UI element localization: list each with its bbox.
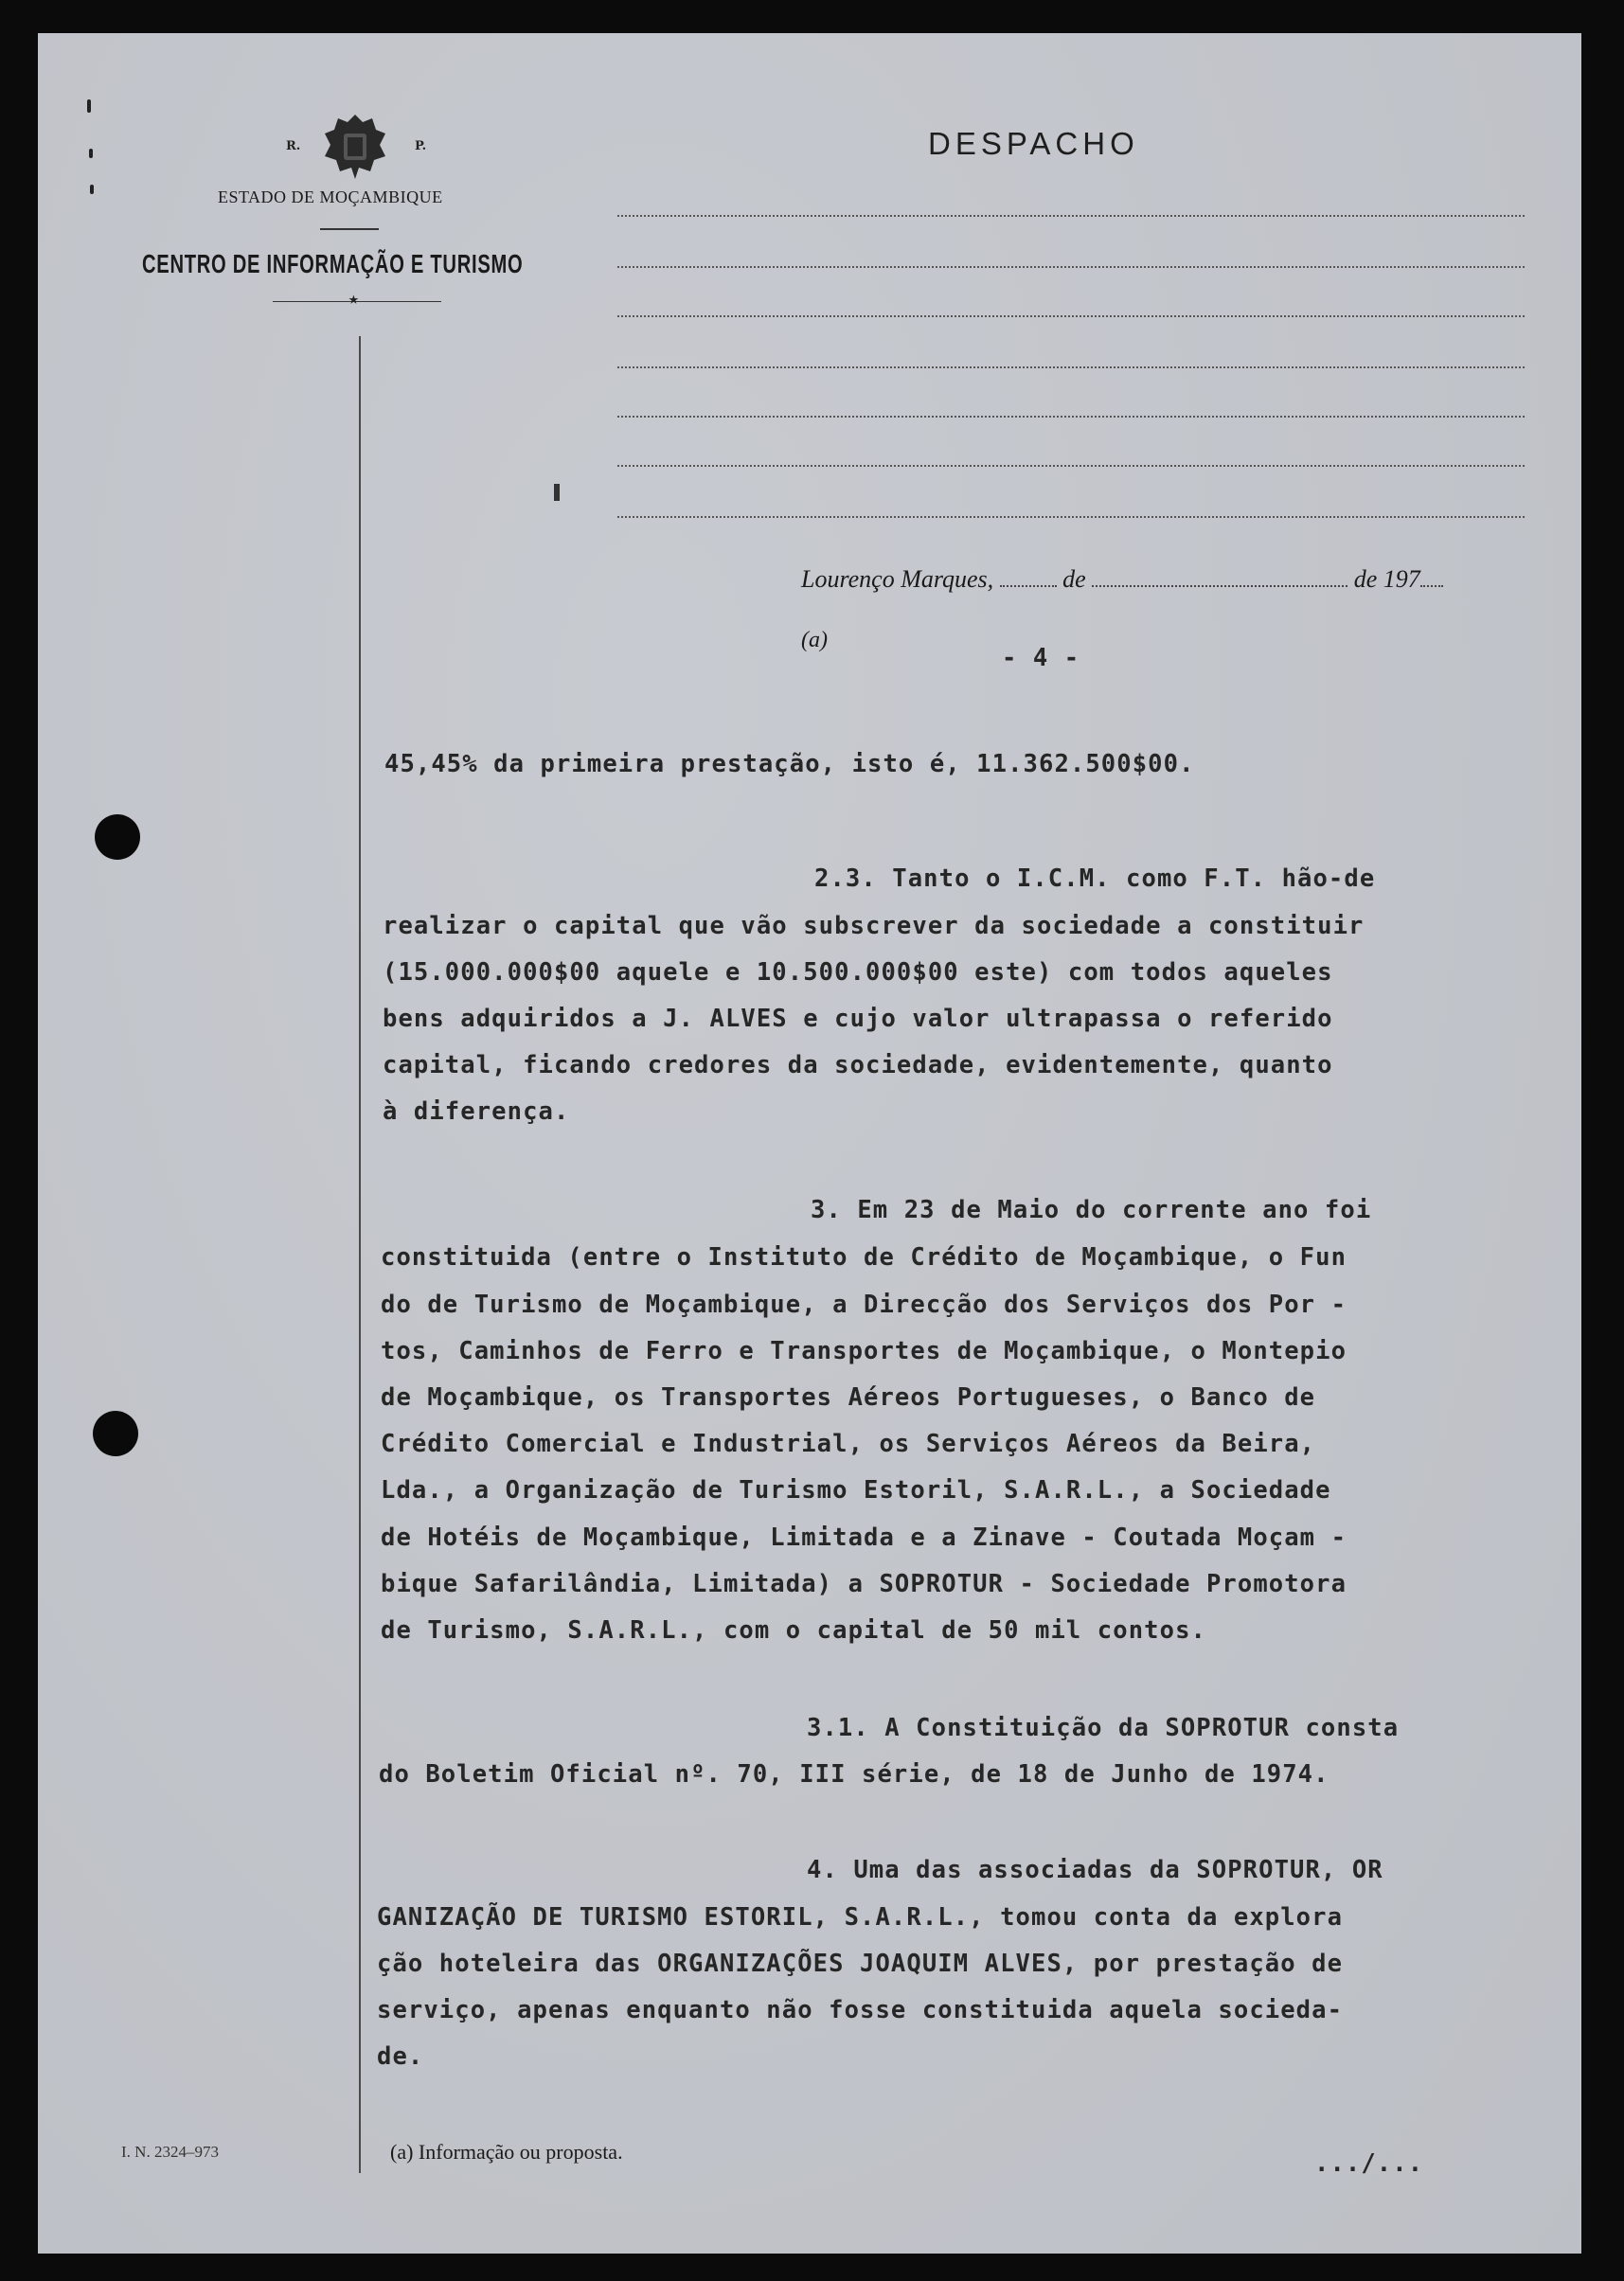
- document-page: [38, 33, 1581, 2254]
- text-line: de.: [377, 2042, 424, 2071]
- de-label: de: [1062, 565, 1086, 593]
- text-line: capital, ficando credores da sociedade, evidentemente, quanto: [383, 1051, 1333, 1079]
- footnote: (a) Informação ou proposta.: [390, 2140, 623, 2164]
- page-number: - 4 -: [1002, 644, 1080, 672]
- note-marker: (a): [801, 628, 828, 652]
- text-line: tos, Caminhos de Ferro e Transportes de Moçambique, o Montepio: [381, 1337, 1347, 1365]
- despacho-title: DESPACHO: [928, 126, 1139, 161]
- text-line: do de Turismo de Moçambique, a Direcção dos Serviços dos Por -: [381, 1291, 1347, 1319]
- continuation-mark: .../...: [1314, 2149, 1424, 2178]
- text-line: de Moçambique, os Transportes Aéreos Portugueses, o Banco de: [381, 1383, 1316, 1412]
- text-line: 3. Em 23 de Maio do corrente ano foi: [811, 1196, 1372, 1224]
- text-line: realizar o capital que vão subscrever da sociedade a constituir: [383, 912, 1365, 940]
- text-line: à diferença.: [383, 1097, 570, 1126]
- form-code: I. N. 2324–973: [121, 2143, 219, 2161]
- text-line: 4. Uma das associadas da SOPROTUR, OR: [807, 1856, 1383, 1884]
- crest-letter-right: P.: [415, 139, 427, 153]
- despacho-line: [617, 215, 1525, 217]
- text-line: Lda., a Organização de Turismo Estoril, S.A.R.L., a Sociedade: [381, 1476, 1331, 1505]
- margin-mark: [87, 99, 91, 113]
- text-line: ção hoteleira das ORGANIZAÇÕES JOAQUIM ALVES, por prestação de: [377, 1950, 1344, 1978]
- text-line: 45,45% da primeira prestação, isto é, 11.362.500$00.: [384, 750, 1195, 778]
- month-blank: [1092, 583, 1347, 587]
- despacho-line: [617, 416, 1525, 418]
- state-name: ESTADO DE MOÇAMBIQUE: [218, 187, 443, 206]
- margin-rule: [359, 336, 361, 2173]
- margin-mark: [90, 185, 94, 194]
- margin-mark: [89, 149, 93, 158]
- despacho-line: [617, 465, 1525, 467]
- despacho-line: [617, 516, 1525, 518]
- text-line: (15.000.000$00 aquele e 10.500.000$00 este) com todos aqueles: [383, 958, 1333, 987]
- text-line: 2.3. Tanto o I.C.M. como F.T. hão-de: [814, 864, 1376, 893]
- punch-hole-bottom: [93, 1411, 138, 1456]
- text-line: Crédito Comercial e Industrial, os Serviços Aéreos da Beira,: [381, 1430, 1316, 1458]
- divider: [320, 228, 379, 230]
- despacho-line: [617, 366, 1525, 368]
- text-line: bens adquiridos a J. ALVES e cujo valor ultrapassa o referido: [383, 1005, 1333, 1033]
- text-line: 3.1. A Constituição da SOPROTUR consta: [807, 1714, 1400, 1742]
- place-label: Lourenço Marques,: [801, 565, 994, 593]
- text-line: serviço, apenas enquanto não fosse constituida aquela socieda-: [377, 1996, 1344, 2024]
- crest-letter-left: R.: [286, 139, 301, 153]
- ink-mark: [554, 484, 560, 501]
- despacho-line: [617, 315, 1525, 317]
- text-line: de Turismo, S.A.R.L., com o capital de 50 mil contos.: [381, 1616, 1206, 1645]
- text-line: GANIZAÇÃO DE TURISMO ESTORIL, S.A.R.L., tomou conta da explora: [377, 1903, 1344, 1932]
- day-blank: [1000, 583, 1057, 587]
- year-blank: [1420, 583, 1443, 587]
- crest-emblem: [317, 109, 393, 185]
- text-line: bique Safarilândia, Limitada) a SOPROTUR - Sociedade Promotora: [381, 1570, 1347, 1598]
- text-line: constituida (entre o Instituto de Crédito de Moçambique, o Fun: [381, 1243, 1347, 1272]
- text-line: de Hotéis de Moçambique, Limitada e a Zinave - Coutada Moçam -: [381, 1524, 1347, 1552]
- institution-name: CENTRO DE INFORMAÇÃO E TURISMO: [142, 249, 524, 278]
- year-label: de 197: [1353, 565, 1420, 593]
- star-icon: ★: [348, 289, 359, 309]
- despacho-line: [617, 266, 1525, 268]
- punch-hole-top: [95, 814, 140, 860]
- place-date-line: [801, 565, 1443, 594]
- text-line: do Boletim Oficial nº. 70, III série, de 18 de Junho de 1974.: [379, 1760, 1330, 1789]
